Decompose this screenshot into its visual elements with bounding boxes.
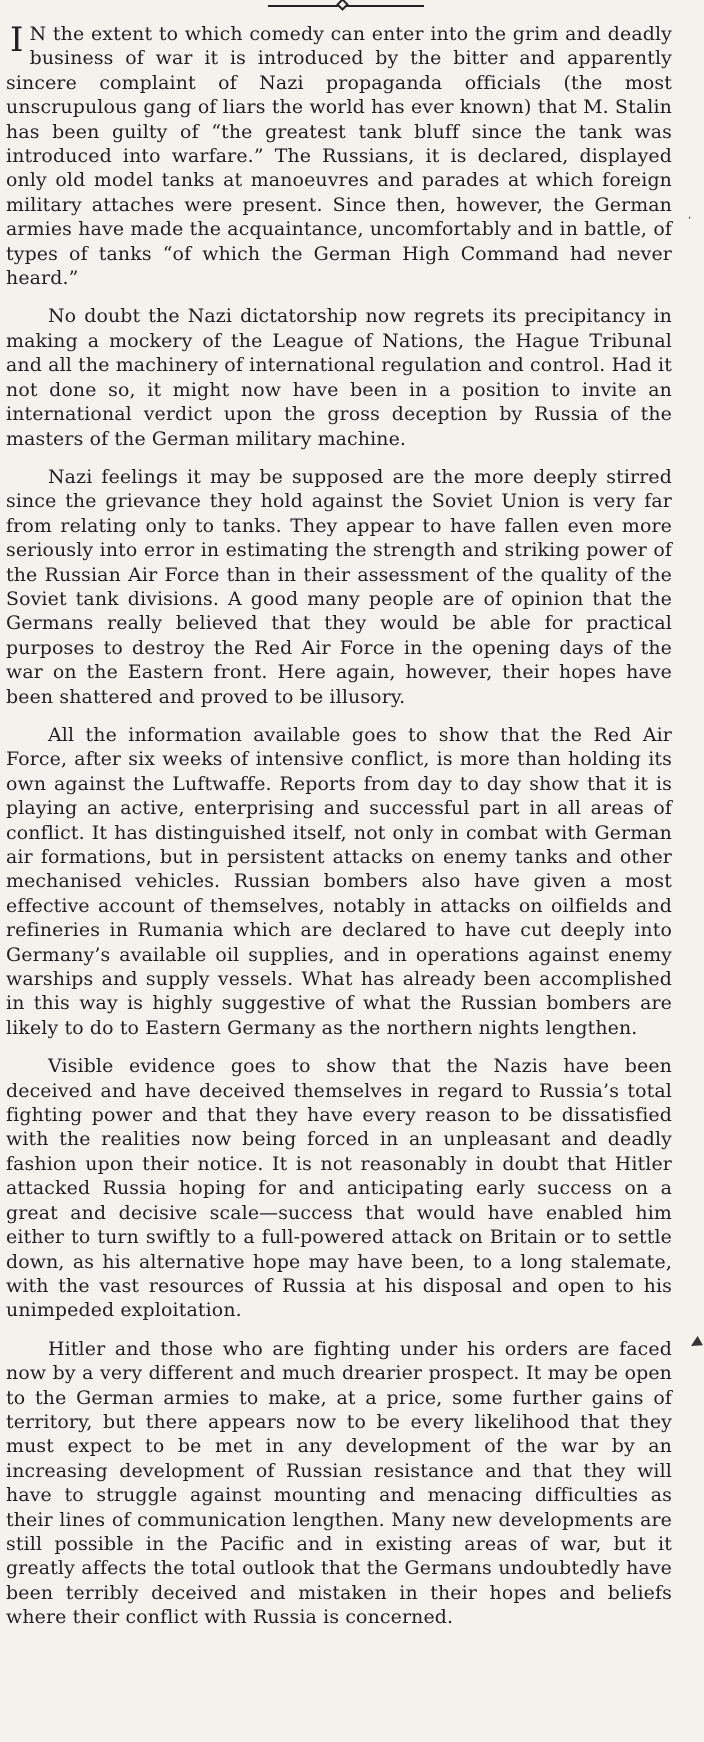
drop-cap: I: [10, 20, 24, 60]
article-paragraph: Nazi feelings it may be supposed are the more deeply stirred since the grievance they hold against the Soviet Union is very far from relating only to tanks. They appear to have fallen even more seriously into error in estimating the strength and striking power of the Russian Air Force than in their assessment of the quality of the Soviet tank divisions. A good many people are of opinion that the Germans really believed that they would be able for practical purposes to destroy the Red Air Force in the opening days of the war on the Eastern front. Here again, however, their hopes have been shattered and proved to be illusory.: [6, 465, 672, 708]
margin-speck-icon: ,: [688, 210, 692, 221]
margin-mark-icon: ◀: [686, 1333, 704, 1353]
article-paragraph: [6, 22, 672, 290]
article-paragraph: No doubt the Nazi dictatorship now regrets its precipitancy in making a mockery of the League of Nations, the Hague Tribunal and all the machinery of international regulation and control. Had it not done so, it might now have been in a position to invite an international verdict upon the gross deception by Russia of the masters of the German military machine.: [6, 305, 672, 450]
article-paragraph: Visible evidence goes to show that the Nazis have been deceived and have deceived themselves in regard to Russia’s total fighting power and that they have every reason to be dissatisfied with the realities now being forced in an unpleasant and deadly fashion upon their notice. It is not reasonably in doubt that Hitler attacked Russia hoping for and anticipating early success on a great and decisive scale—success that would have enabled him either to turn swiftly to a full-powered attack on Britain or to settle down, as his alternative hope may have been, to a long stalemate, with the vast resources of Russia at his disposal and open to his unimpeded exploitation.: [6, 1055, 672, 1322]
paragraph-text: N the extent to which comedy can enter into the grim and deadly business of war it is introduced by the bitter and apparently sincere complaint of Nazi propaganda officials (the most unscrupulous gang of liars the world has ever known) that M. Stalin has been guilty of “the greatest tank bluff since the tank was introduced into warfare.” The Russians, it is declared, displayed only old model tanks at manoeuvres and parades at which foreign military attaches were present. Since then, however, the German armies have made the acquaintance, uncomfortably and in battle, of types of tanks “of which the German High Command had never heard.”: [6, 23, 672, 290]
divider-ornament-icon: [336, 0, 349, 11]
article-paragraph: Hitler and those who are fighting under his orders are faced now by a very different and much drearier prospect. It may be open to the German armies to make, at a price, some further gains of territory, but there appears now to be every likelihood that they must expect to be met in any development of the war by an increasing development of Russian resistance and that they will have to struggle against mounting and menacing difficulties as their lines of communication lengthen. Many new developments are still possible in the Pacific and in existing areas of war, but it greatly affects the total outlook that the Germans undoubtedly have been terribly deceived and mistaken in their hopes and beliefs where their conflict with Russia is concerned.: [6, 1337, 672, 1629]
article-paragraph: All the information available goes to show that the Red Air Force, after six weeks of intensive conflict, is more than holding its own against the Luftwaffe. Reports from day to day show that it is playing an active, enterprising and successful part in all areas of conflict. It has distinguished itself, not only in combat with German air formations, but in persistent attacks on enemy tanks and other mechanised vehicles. Russian bombers also have given a most effective account of themselves, notably in attacks on oilfields and refineries in Rumania which are declared to have cut deeply into Germany’s available oil supplies, and in operations against enemy warships and supply vessels. What has already been accomplished in this way is highly suggestive of what the Russian bombers are likely to do to Eastern Germany as the northern nights lengthen.: [6, 723, 672, 1039]
article-body: [6, 22, 672, 1630]
